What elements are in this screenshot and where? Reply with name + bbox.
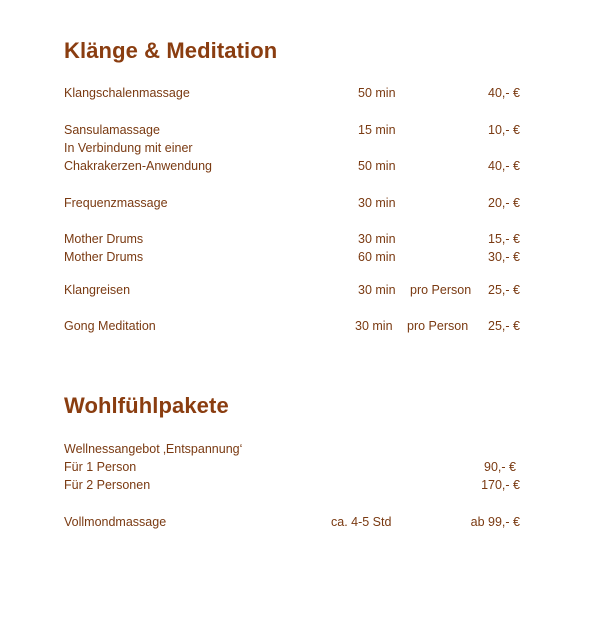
price-row (64, 141, 524, 159)
price-row (64, 460, 524, 478)
package-name: Für 2 Personen (64, 478, 151, 492)
service-price: 25,- € (488, 283, 520, 297)
price-row (64, 442, 524, 460)
price-row (64, 86, 524, 104)
service-name: Klangreisen (64, 283, 131, 297)
section-title-wohlfuehlpakete: Wohlfühlpakete (64, 393, 229, 418)
service-duration: 15 min (358, 123, 396, 137)
service-per-person: pro Person (410, 283, 472, 297)
service-price: 15,- € (488, 232, 520, 246)
price-row (64, 515, 524, 533)
price-row (64, 123, 524, 141)
package-name: Wellnessangebot ‚Entspannung‘ (64, 442, 243, 456)
service-price: 40,- € (488, 86, 520, 100)
service-price: 10,- € (488, 123, 520, 137)
service-duration: 50 min (358, 86, 396, 100)
service-duration: 30 min (358, 196, 396, 210)
service-price: 40,- € (488, 159, 520, 173)
service-duration: 30 min (358, 283, 396, 297)
package-price: 170,- € (481, 478, 520, 492)
service-duration: 50 min (358, 159, 396, 173)
section-title-klaenge: Klänge & Meditation (64, 38, 278, 63)
service-name: Chakrakerzen-Anwendung (64, 159, 213, 173)
package-price: 90,- € (484, 460, 516, 474)
service-name: Mother Drums (64, 232, 144, 246)
service-name: Frequenzmassage (64, 196, 168, 210)
service-price: 25,- € (488, 319, 520, 333)
package-price: ab 99,- € (470, 515, 520, 529)
service-name: In Verbindung mit einer (64, 141, 193, 155)
service-price: 30,- € (488, 250, 520, 264)
service-name: Mother Drums (64, 250, 144, 264)
service-name: Klangschalenmassage (64, 86, 190, 100)
service-name: Sansulamassage (64, 123, 160, 137)
service-price: 20,- € (488, 196, 520, 210)
price-row (64, 319, 524, 337)
service-duration: 30 min (355, 319, 393, 333)
price-row (64, 283, 524, 301)
service-duration: 30 min (358, 232, 396, 246)
service-per-person: pro Person (407, 319, 469, 333)
package-name: Für 1 Person (64, 460, 137, 474)
service-name: Gong Meditation (64, 319, 156, 333)
price-row (64, 232, 524, 250)
price-row (64, 159, 524, 177)
price-row (64, 478, 524, 496)
price-row (64, 250, 524, 268)
price-row (64, 196, 524, 214)
package-duration: ca. 4-5 Std (331, 515, 392, 529)
package-name: Vollmondmassage (64, 515, 167, 529)
service-duration: 60 min (358, 250, 396, 264)
